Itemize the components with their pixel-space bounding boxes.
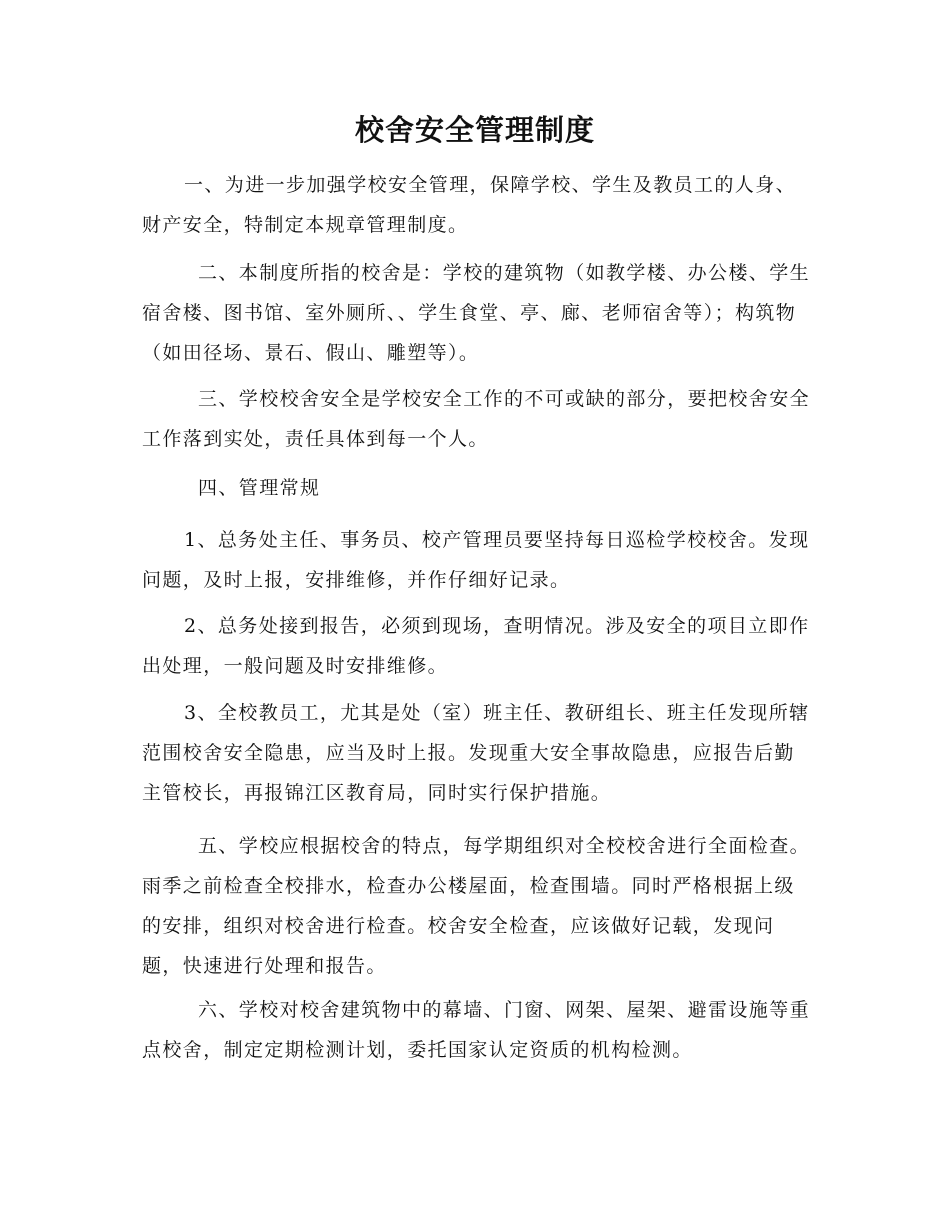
paragraph-3: 三、学校校舍安全是学校安全工作的不可或缺的部分，要把校舍安全工作落到实处，责任具体到每一个人。 bbox=[142, 388, 811, 450]
paragraph-4: 四、管理常规 bbox=[198, 477, 321, 499]
paragraph-6: 2、总务处接到报告，必须到现场，查明情况。涉及安全的项目立即作出处理，一般问题及时安排维修。 bbox=[142, 615, 810, 677]
paragraph-1: 一、为进一步加强学校安全管理，保障学校、学生及教员工的人身、财产安全，特制定本规章管理制度。 bbox=[142, 174, 797, 236]
paragraph-7: 3、全校教员工，尤其是处（室）班主任、教研组长、班主任发现所辖范围校舍安全隐患，应当及时上报。发现重大安全事故隐患，应报告后勤主管校长，再报锦江区教育局，同时实行保护措施。 bbox=[142, 702, 810, 804]
paragraph-8: 五、学校应根据校舍的特点，每学期组织对全校校舍进行全面检查。雨季之前检查全校排水，检查办公楼屋面，检查围墙。同时严格根据上级的安排，组织对校舍进行检查。校舍安全检查，应该做好记载，发现问题，快速进行处理和报告。 bbox=[142, 835, 811, 977]
document-title: 校舍安全管理制度 bbox=[354, 113, 595, 147]
paragraph-9: 六、学校对校舍建筑物中的幕墙、门窗、网架、屋架、避雷设施等重点校舍，制定定期检测计划，委托国家认定资质的机构检测。 bbox=[142, 999, 811, 1061]
paragraph-2: 二、本制度所指的校舍是：学校的建筑物（如教学楼、办公楼、学生宿舍楼、图书馆、室外厕所、、学生食堂、亭、廊、老师宿舍等）；构筑物（如田径场、景石、假山、雕塑等）。 bbox=[142, 262, 811, 364]
paragraph-5: 1、总务处主任、事务员、校产管理员要坚持每日巡检学校校舍。发现问题，及时上报，安排维修，并作仔细好记录。 bbox=[142, 529, 810, 591]
